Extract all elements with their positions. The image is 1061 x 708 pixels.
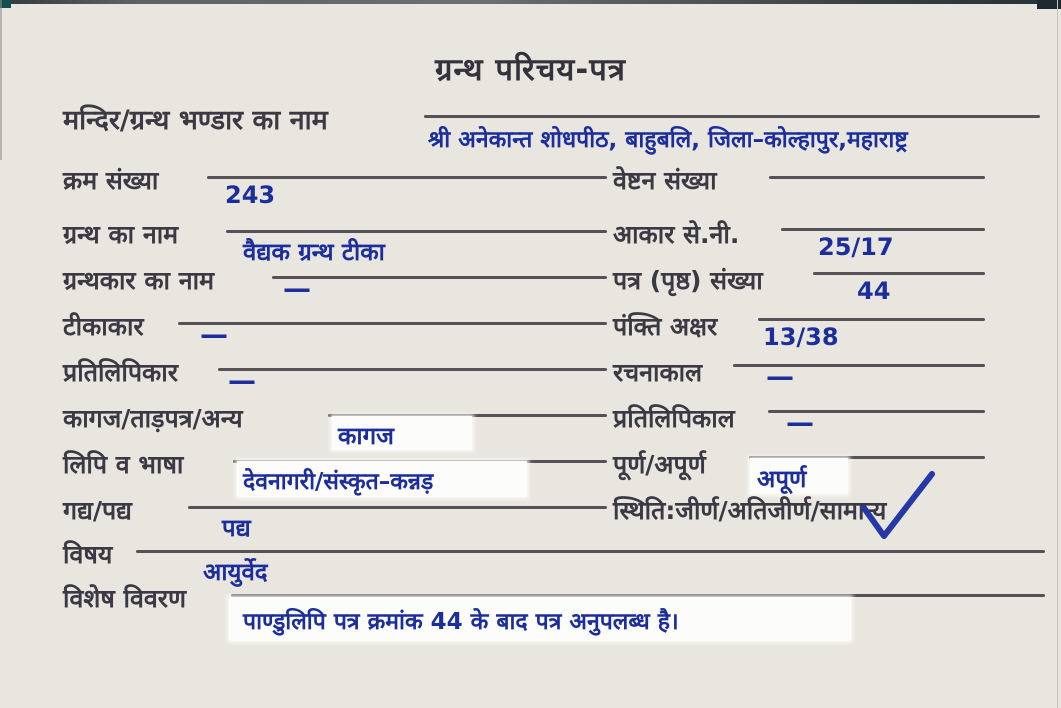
field-value-bhandar-name: श्री अनेकान्त शोधपीठ, बाहुबलि, जिला–कोल्हापुर,महाराष्ट्र xyxy=(428,127,908,153)
field-label-granth-name: ग्रन्थ का नाम xyxy=(63,220,179,249)
field-label-subject: विषय xyxy=(63,540,113,569)
field-value-special-details: पाण्डुलिपि पत्र क्रमांक 44 के बाद पत्र अनुपलब्ध है। xyxy=(243,609,679,635)
field-value-granth-name: वैद्यक ग्रन्थ टीका xyxy=(243,238,385,266)
field-label-author-name: ग्रन्थकार का नाम xyxy=(63,266,215,295)
rule-granth-name xyxy=(226,230,607,233)
field-value-composition-date: — xyxy=(766,360,792,393)
field-value-commentator: — xyxy=(200,318,226,351)
card-title: ग्रन्थ परिचय-पत्र xyxy=(435,52,626,88)
field-label-size-cm: आकार से.नी. xyxy=(613,220,740,249)
condition-checkmark-icon xyxy=(852,468,942,548)
rule-commentator xyxy=(178,322,607,325)
field-value-folio-count: 44 xyxy=(857,277,891,305)
field-label-bundle-number: वेष्टन संख्या xyxy=(613,166,717,195)
field-label-prose-verse: गद्य/पद्य xyxy=(63,496,132,525)
rule-bundle-number xyxy=(769,176,985,179)
field-label-folio-count: पत्र (पृष्ठ) संख्या xyxy=(613,266,763,295)
field-label-complete-incomplete: पूर्ण/अपूर्ण xyxy=(613,450,706,479)
rule-bhandar-name xyxy=(424,115,1040,118)
field-label-composition-date: रचनाकाल xyxy=(613,358,703,387)
rule-prose-verse xyxy=(188,506,607,509)
field-value-material: कागज xyxy=(338,422,394,450)
field-label-condition: स्थिति:जीर्ण/अतिजीर्ण/सामान्य xyxy=(613,496,887,525)
field-label-copy-date: प्रतिलिपिकाल xyxy=(613,404,735,433)
field-label-commentator: टीकाकार xyxy=(63,312,144,341)
rule-copyist xyxy=(218,368,607,371)
field-value-copy-date: — xyxy=(786,406,812,439)
rule-lines-letters xyxy=(758,318,985,321)
rule-subject xyxy=(136,550,1045,553)
field-label-material: कागज/ताड़पत्र/अन्य xyxy=(63,404,243,433)
scan-edge-top xyxy=(0,0,1061,4)
rule-size-cm xyxy=(781,228,985,231)
field-value-author-name: — xyxy=(283,272,309,305)
scan-edge-right xyxy=(1057,0,1058,708)
field-value-script-language: देवनागरी/संस्कृत–कन्नड़ xyxy=(243,469,434,495)
field-label-copyist: प्रतिलिपिकार xyxy=(63,358,178,387)
field-value-copyist: — xyxy=(228,364,254,397)
field-label-serial-number: क्रम संख्या xyxy=(63,166,159,195)
rule-serial-number xyxy=(207,176,607,179)
rule-author-name xyxy=(272,276,607,279)
rule-folio-count xyxy=(813,272,985,275)
field-value-prose-verse: पद्य xyxy=(222,514,251,542)
field-value-complete-incomplete: अपूर्ण xyxy=(757,465,807,493)
field-value-serial-number: 243 xyxy=(225,181,276,209)
field-label-bhandar-name: मन्दिर/ग्रन्थ भण्डार का नाम xyxy=(63,105,328,136)
field-value-lines-letters: 13/38 xyxy=(763,323,839,351)
field-label-lines-letters: पंक्ति अक्षर xyxy=(613,312,718,341)
field-value-size-cm: 25/17 xyxy=(818,233,894,261)
field-label-script-language: लिपि व भाषा xyxy=(63,450,184,479)
field-label-special-details: विशेष विवरण xyxy=(63,584,187,613)
field-value-subject: आयुर्वेद xyxy=(203,558,268,586)
